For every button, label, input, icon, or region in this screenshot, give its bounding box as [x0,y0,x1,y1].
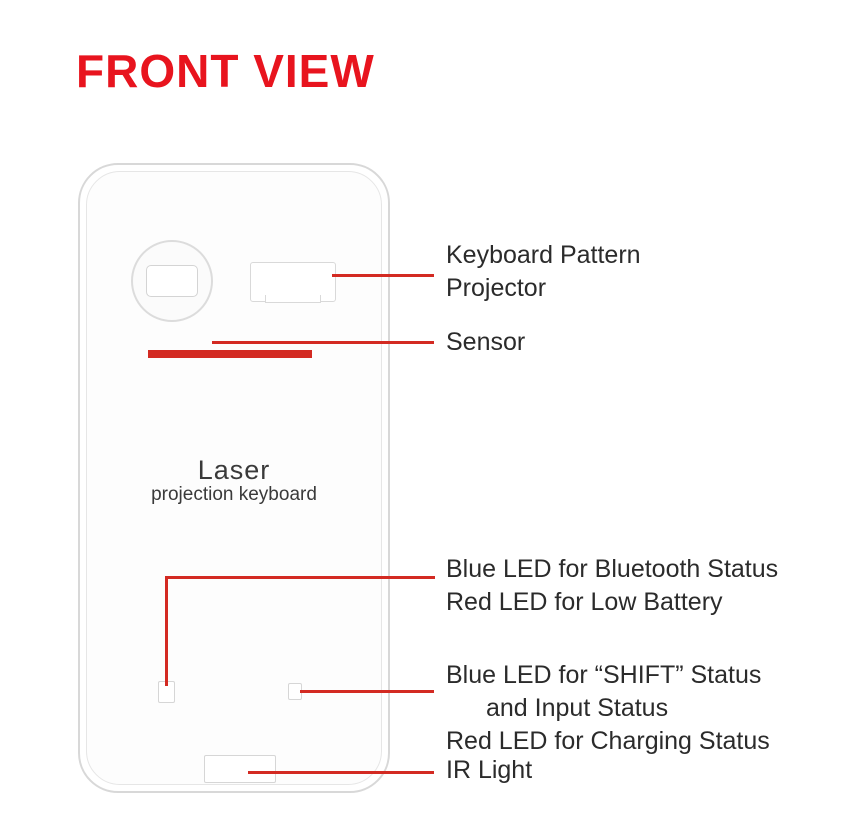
callout-projector-line1: Keyboard Pattern [446,241,641,269]
callout-bluetooth-led [446,553,778,619]
sensor-lens [146,265,198,297]
leader-line-ir-light [248,771,434,774]
callout-projector [446,239,641,305]
device-brand-secondary: projection keyboard [151,484,317,505]
callout-shift-led-line3: Red LED for Charging Status [446,727,770,755]
callout-bluetooth-led-line1: Blue LED for Bluetooth Status [446,555,779,583]
callout-sensor-line1: Sensor [446,328,526,356]
ir-light-window [204,755,276,783]
callout-shift-led-line2: and Input Status [486,694,669,722]
callout-projector-line2: Projector [446,274,547,302]
page-title: FRONT VIEW [76,45,375,97]
leader-line-shift-led [300,690,434,693]
keyboard-pattern-projector-window [250,262,336,302]
leader-line-projector [332,274,434,277]
callout-shift-led-line1: Blue LED for “SHIFT” Status [446,661,762,689]
callout-shift-led [446,659,770,758]
leader-line-bluetooth-vertical [165,576,168,686]
callout-sensor [446,326,525,359]
callout-ir-light [446,754,532,787]
red-accent-bar [148,350,312,358]
callout-ir-light-line1: IR Light [446,756,533,784]
leader-line-sensor [212,341,434,344]
callout-bluetooth-led-line2: Red LED for Low Battery [446,588,723,616]
device-brand-primary: Laser [197,455,271,485]
leader-line-bluetooth-horizontal [165,576,435,579]
